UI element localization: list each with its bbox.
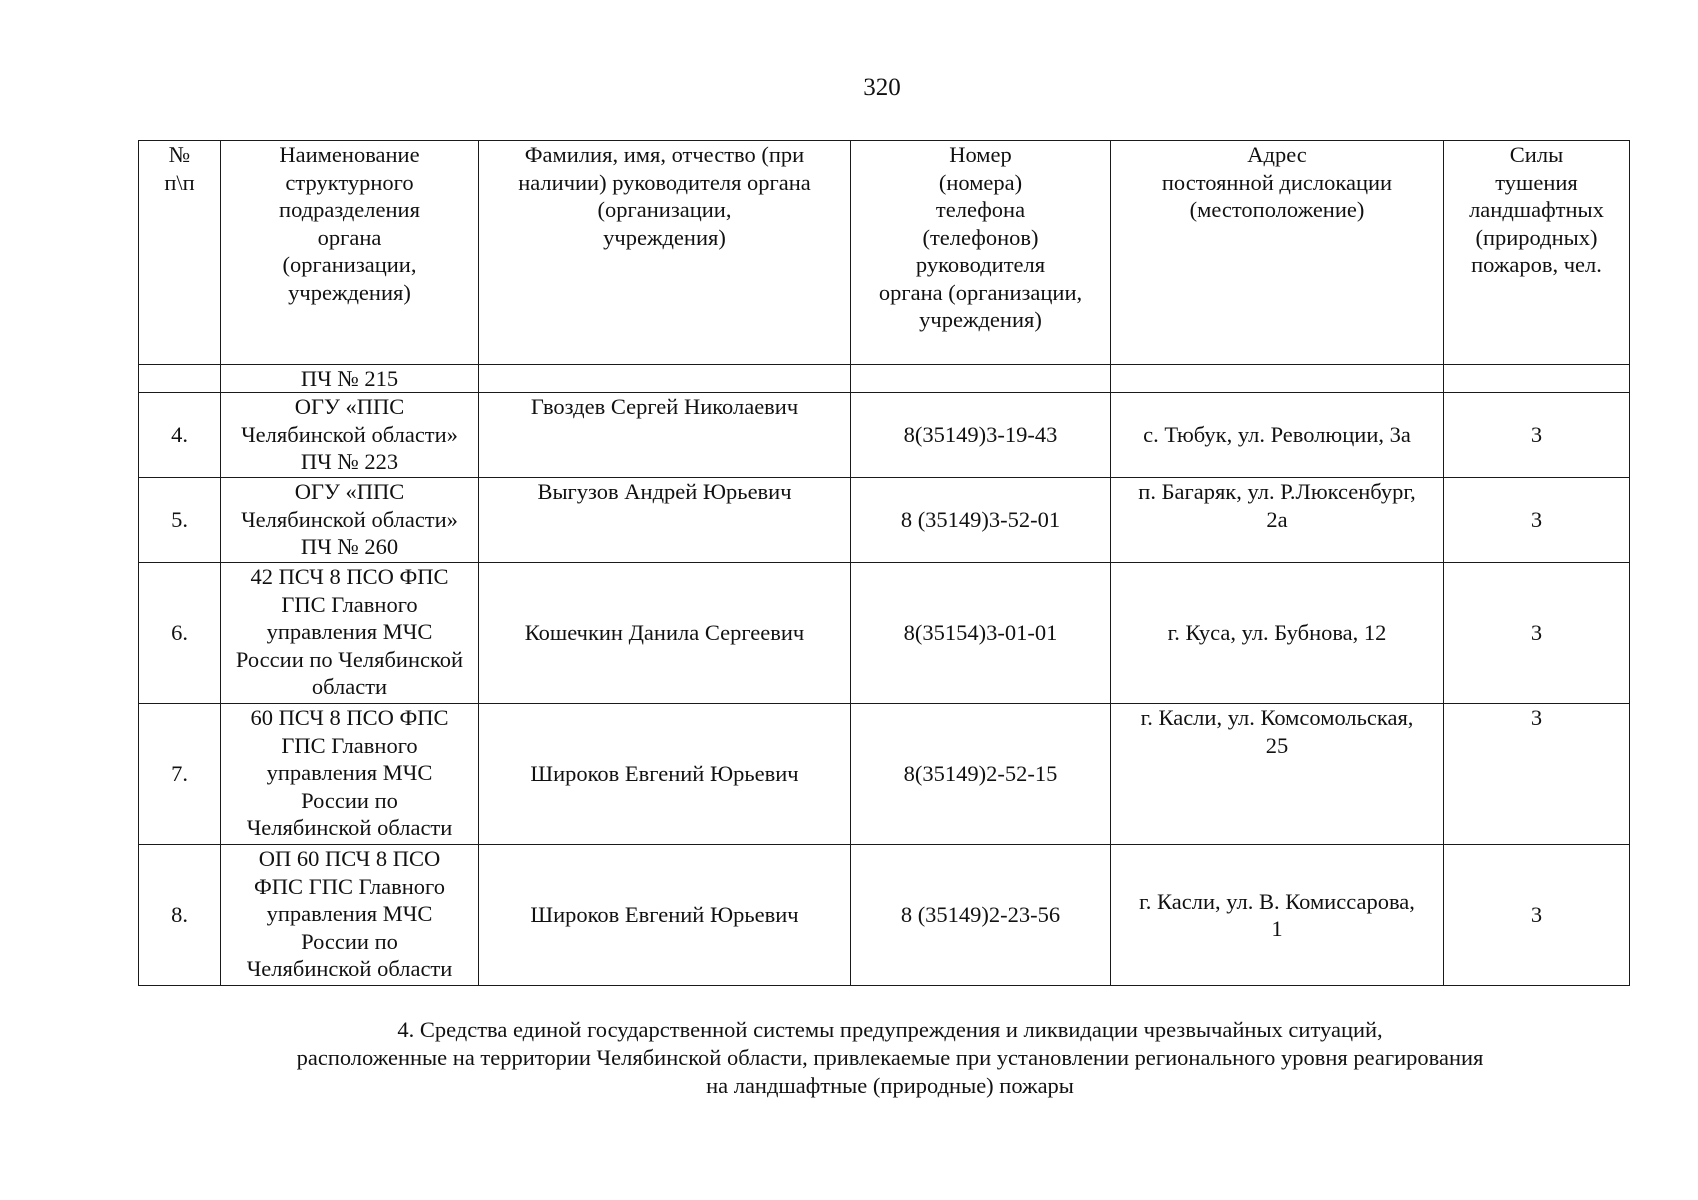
- cell-number: 8.: [139, 845, 221, 986]
- cell-forces: [1444, 365, 1630, 393]
- cell-address: [1111, 365, 1444, 393]
- cell-address: г. Касли, ул. Комсомольская, 25: [1111, 704, 1444, 845]
- cell-number: 4.: [139, 393, 221, 478]
- cell-phone: 8 (35149)2-23-56: [851, 845, 1111, 986]
- table-row: [139, 563, 1630, 704]
- cell-phone: 8(35154)3-01-01: [851, 563, 1111, 704]
- section-caption-line: 4. Средства единой государственной системы предупреждения и ликвидации чрезвычайных ситуаций,: [397, 1017, 1383, 1042]
- cell-forces: 3: [1444, 563, 1630, 704]
- header-unit-name: Наименование структурного подразделения органа (организации, учреждения): [221, 141, 479, 365]
- cell-unit-name: ОП 60 ПСЧ 8 ПСО ФПС ГПС Главного управления МЧС России по Челябинской области: [221, 845, 479, 986]
- cell-phone: 8(35149)3-19-43: [851, 393, 1111, 478]
- cell-head-name: Кошечкин Данила Сергеевич: [479, 563, 851, 704]
- page-number: 320: [863, 74, 901, 101]
- cell-forces: 3: [1444, 845, 1630, 986]
- cell-unit-name: 60 ПСЧ 8 ПСО ФПС ГПС Главного управления МЧС России по Челябинской области: [221, 704, 479, 845]
- cell-number: 5.: [139, 478, 221, 563]
- cell-forces: 3: [1444, 704, 1630, 845]
- header-forces: Силы тушения ландшафтных (природных) пожаров, чел.: [1444, 141, 1630, 365]
- table-row-continuation: [139, 365, 1630, 393]
- section-caption: [0, 1016, 1698, 1100]
- header-address: Адрес постоянной дислокации (местоположение): [1111, 141, 1444, 365]
- cell-head-name: Широков Евгений Юрьевич: [479, 845, 851, 986]
- table-row: [139, 845, 1630, 986]
- cell-head-name: Широков Евгений Юрьевич: [479, 704, 851, 845]
- cell-forces: 3: [1444, 393, 1630, 478]
- section-caption-line: на ландшафтные (природные) пожары: [706, 1073, 1074, 1098]
- cell-forces: 3: [1444, 478, 1630, 563]
- cell-number: 6.: [139, 563, 221, 704]
- table-row: [139, 704, 1630, 845]
- cell-head-name: Гвоздев Сергей Николаевич: [479, 393, 851, 478]
- cell-phone: [851, 365, 1111, 393]
- header-head-name: Фамилия, имя, отчество (при наличии) руководителя органа (организации, учреждения): [479, 141, 851, 365]
- cell-unit-name: ОГУ «ППС Челябинской области» ПЧ № 260: [221, 478, 479, 563]
- cell-unit-name: ОГУ «ППС Челябинской области» ПЧ № 223: [221, 393, 479, 478]
- table-row: [139, 393, 1630, 478]
- cell-unit-name: ПЧ № 215: [221, 365, 479, 393]
- cell-number: [139, 365, 221, 393]
- cell-address: г. Куса, ул. Бубнова, 12: [1111, 563, 1444, 704]
- cell-head-name: [479, 365, 851, 393]
- cell-unit-name: 42 ПСЧ 8 ПСО ФПС ГПС Главного управления МЧС России по Челябинской области: [221, 563, 479, 704]
- cell-address: п. Багаряк, ул. Р.Люксенбург, 2а: [1111, 478, 1444, 563]
- header-number: № п\п: [139, 141, 221, 365]
- header-phone: Номер (номера) телефона (телефонов) руководителя органа (организации, учреждения): [851, 141, 1111, 365]
- table-row: [139, 478, 1630, 563]
- cell-phone: 8(35149)2-52-15: [851, 704, 1111, 845]
- units-table: [138, 140, 1630, 986]
- cell-address: г. Касли, ул. В. Комиссарова, 1: [1111, 845, 1444, 986]
- cell-head-name: Выгузов Андрей Юрьевич: [479, 478, 851, 563]
- cell-address: с. Тюбук, ул. Революции, 3а: [1111, 393, 1444, 478]
- cell-phone: 8 (35149)3-52-01: [851, 478, 1111, 563]
- section-caption-line: расположенные на территории Челябинской области, привлекаемые при установлении регионального уровня реагирования: [296, 1045, 1484, 1070]
- table-header-row: [139, 141, 1630, 365]
- cell-number: 7.: [139, 704, 221, 845]
